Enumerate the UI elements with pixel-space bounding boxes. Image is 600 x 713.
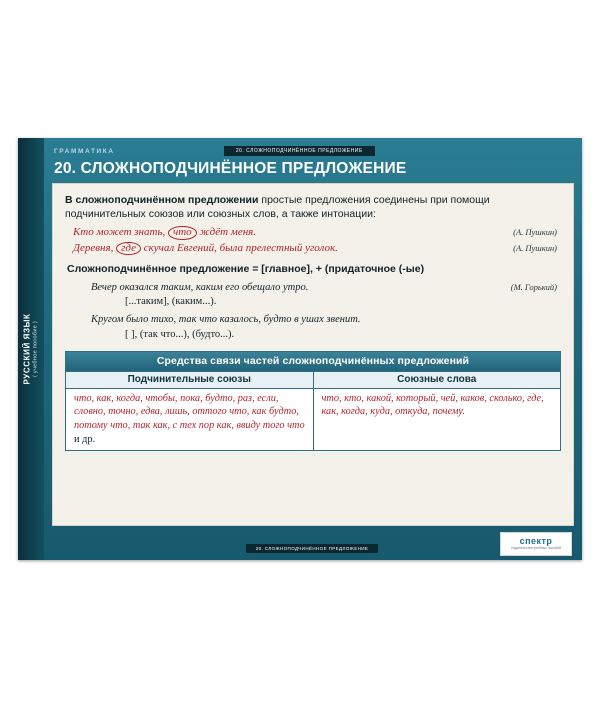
- analysis-2-row: [65, 313, 561, 327]
- bottom-running-tag: 20. СЛОЖНОПОДЧИНЁННОЕ ПРЕДЛОЖЕНИЕ: [246, 544, 379, 553]
- analysis-block-1: [65, 281, 561, 309]
- example-1-before: Кто может знать,: [73, 226, 168, 239]
- content-sheet: [52, 183, 574, 526]
- example-2-circled-word: где: [116, 242, 141, 256]
- example-row-1: [65, 225, 561, 240]
- example-2-before: Деревня,: [73, 241, 117, 254]
- example-1-after: ждёт меня.: [196, 226, 257, 239]
- analysis-1-sentence: Вечер оказался таким, каким его обещало утро.: [91, 282, 309, 294]
- table-header-allied-words: Союзные слова: [397, 373, 477, 385]
- page-title: 20. СЛОЖНОПОДЧИНЁННОЕ ПРЕДЛОЖЕНИЕ: [54, 160, 407, 177]
- table-cell-conjunctions: [66, 389, 314, 450]
- table-cell-conjunctions-tail: и др.: [74, 433, 96, 445]
- analysis-1-row: [65, 281, 561, 295]
- example-1-circled-word: что: [168, 226, 197, 240]
- poster-body: [44, 138, 582, 560]
- analysis-1-scheme: [...таким], (каким...).: [125, 296, 217, 308]
- connectives-table: [65, 351, 561, 451]
- section-kicker: ГРАММАТИКА: [54, 147, 115, 155]
- lead-rest: простые предложения соединены при помощи подчинительных союзов или союзных слов, а также интонации:: [65, 194, 490, 221]
- example-sentence-2: [65, 241, 338, 256]
- table-header-row: [66, 371, 560, 389]
- analysis-1-attribution: (М. Горький): [510, 282, 557, 293]
- table-title: Средства связи частей сложноподчинённых предложений: [66, 352, 560, 371]
- lead-bold: В сложноподчинённом предложении: [65, 194, 259, 206]
- table-body-row: [66, 389, 560, 450]
- analysis-2-scheme: [ ], (так что...), (будто...).: [125, 328, 235, 340]
- example-sentence-1: [65, 225, 256, 240]
- poster-spine: [18, 138, 44, 560]
- table-header-conjunctions: Подчинительные союзы: [66, 372, 314, 388]
- example-2-after: скучал Евгений, была прелестный уголок.: [140, 241, 338, 254]
- formula-line: Сложноподчинённое предложение = [главное], + (придаточное (-ые): [67, 263, 425, 276]
- table-cell-conjunctions-text: что, как, когда, чтобы, пока, будто, раз, если, словно, точно, едва, лишь, оттого что, как будто, потому что, так как, с тех пор как, ввиду того что: [74, 392, 305, 431]
- spine-title-text: РУССКИЙ ЯЗЫК: [22, 313, 32, 385]
- publisher-logo-subtitle: Издательство учебных пособий: [511, 546, 561, 551]
- analysis-2-sentence: Кругом было тихо, так что казалось, будто в ушах звенит.: [91, 314, 361, 326]
- spine-title: [23, 313, 40, 384]
- poster-canvas: [0, 130, 600, 570]
- educational-poster: [18, 138, 582, 560]
- bottom-strip: [52, 526, 574, 556]
- publisher-logo-word: спектр: [519, 536, 553, 547]
- example-row-2: [65, 241, 561, 256]
- example-1-attribution: (А. Пушкин): [513, 227, 557, 238]
- publisher-logo: [500, 532, 572, 556]
- analysis-block-2: [65, 313, 561, 341]
- top-strip: [52, 144, 574, 158]
- lead-paragraph: [65, 193, 561, 221]
- top-running-tag: 20. СЛОЖНОПОДЧИНЁННОЕ ПРЕДЛОЖЕНИЕ: [224, 146, 375, 156]
- example-2-attribution: (А. Пушкин): [513, 242, 557, 253]
- table-cell-allied-words: что, кто, какой, который, чей, каков, сколько, где, как, когда, куда, откуда, почему.: [321, 392, 544, 418]
- spine-subtitle: ( учебное пособие ): [32, 320, 39, 378]
